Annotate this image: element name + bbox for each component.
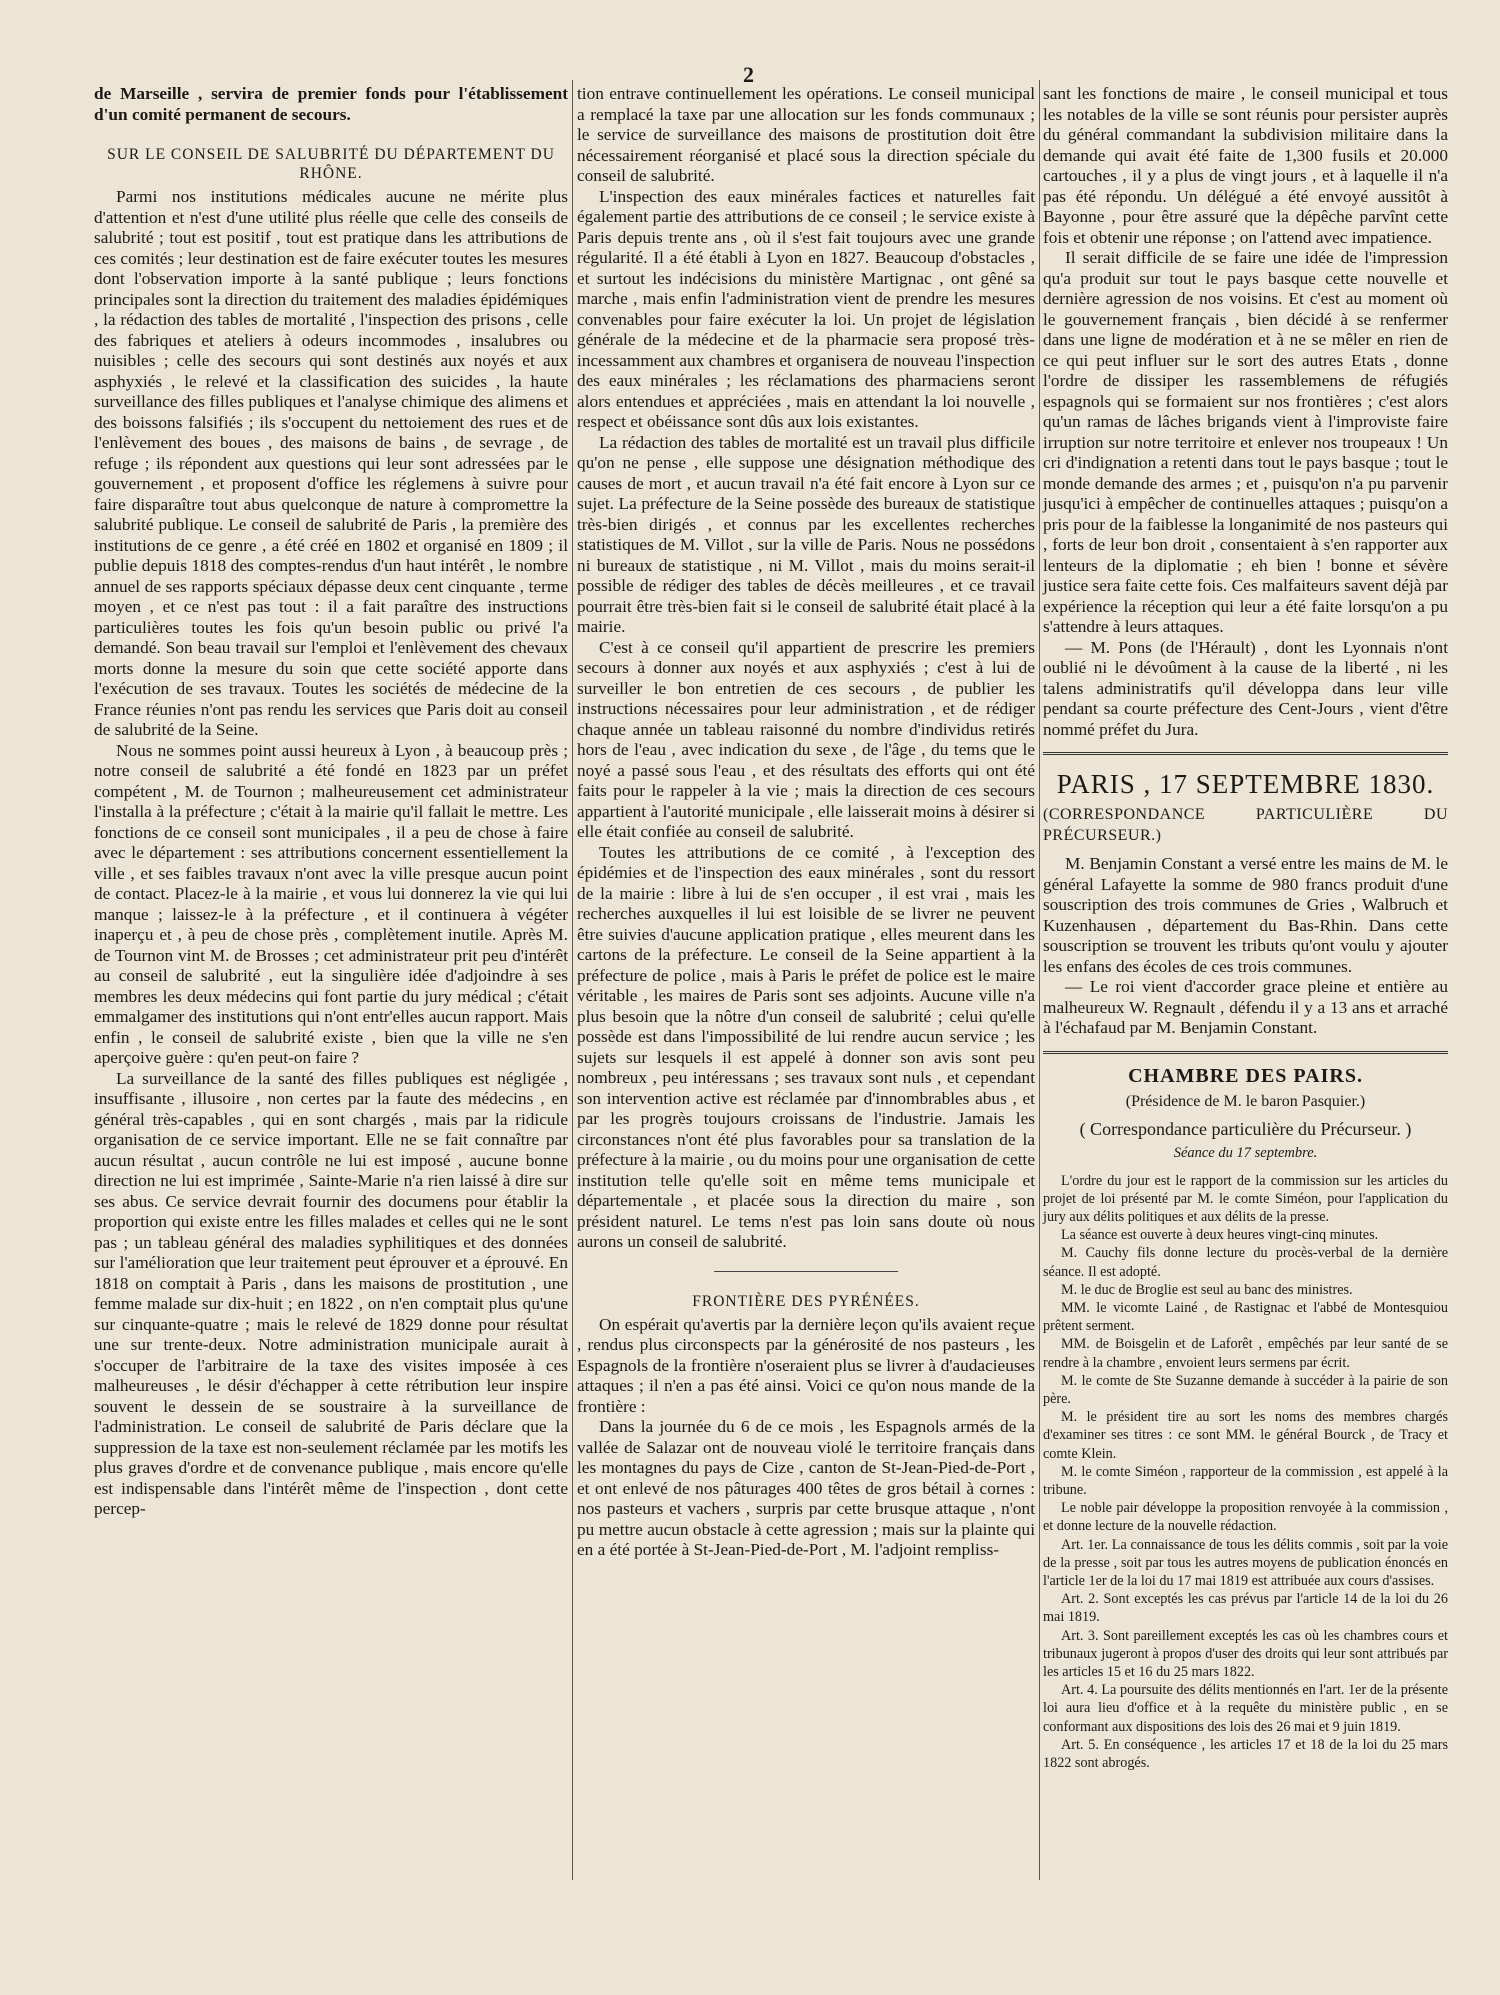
paragraph: Nous ne sommes point aussi heureux à Lyon , à beaucoup près ; notre conseil de salubrité a été fondé en 1823 par un préfet compétent , M. de Tournon ; malheureusement cet administrateur l'installa à la préfecture ; c'était à la mairie qu'il fallait le mettre. Les fonctions de ce conseil sont municipales , il a peu de chose à faire avec le département : ses attributions concernent essentiellement la ville , et ses faibles travaux n'ont avec la ville presque aucun point de contact. Placez-le à la mairie , et vous lui donnerez la vie qui lui manque ; laissez-le à la préfecture , et il continuera à végéter inaperçu et , à peu de chose près , complètement inutile. Après M. de Tournon vint M. de Brosses ; cet administrateur prit peu d'intérêt au conseil de salubrité , eut la singulière idée d'adjoindre à ses membres les deux médecins qui font partie du jury médical ; c'était emmalgamer des institutions qui n'ont entr'elles aucun rapport. Mais enfin , le conseil de salubrité existe , bien que la ville ne s'en aperçoive guère : qu'en peut-on faire ? [94,740,568,1067]
presidence-line: (Présidence de M. le baron Pasquier.) [1125,1093,1366,1110]
paragraph: Dans la journée du 6 de ce mois , les Espagnols armés de la vallée de Salazar ont de nouveau violé le territoire français dans les montagnes du pays de Cize , canton de St-Jean-Pied-de-Port , et ont enlevé de nos pâturages 400 têtes de gros bétail à cornes : nos pasteurs et vachers , surpris par cette brusque attaque , n'ont pu mettre aucun obstacle à cette agression ; mais sur la plainte qui en a été portée à St-Jean-Pied-de-Port , M. l'adjoint rempliss- [577,1417,1035,1559]
column-rule [572,80,573,1880]
seance-report [1043,1172,1448,1773]
column-rule [1039,80,1040,1880]
paragraph: M. Benjamin Constant a versé entre les mains de M. le général Lafayette la somme de 980 francs produit d'une souscription des trois communes de Gries , Walbruch et Kuzenhausen , département du Bas-Rhin. Dans cette souscription se trouvent les tributs qu'ont voulu y ajouter les enfans des écoles de ces trois communes. [1043,854,1448,976]
paragraph: sant les fonctions de maire , le conseil municipal et tous les notables de la ville se sont réunis pour persister auprès du général commandant la subdivision militaire dans la demande qui avait été faite de 1,300 fusils et 20.000 cartouches , il y a plus de vingt jours , et à laquelle il n'a pas été répondu. Un délégué a été envoyé aussitôt à Bayonne , pour être assuré que la dépêche parvînt cette fois et obtenir une réponse ; on l'attend avec impatience. [1043,84,1448,247]
paragraph: Parmi nos institutions médicales aucune ne mérite plus d'attention et n'est d'une utilité plus réelle que celle des conseils de salubrité ; tout est positif , tout est pratique dans les attributions de ces comités ; leur destination est de faire exécuter toutes les mesures dont l'observation importe à la santé publique ; leurs fonctions principales sont la direction du traitement des maladies épidémiques , la rédaction des tables de mortalité , l'inspection des prisons , celle des fabriques et ateliers à odeurs incommodes , insalubres ou nuisibles ; celle des secours qui sont destinés aux noyés et aux asphyxiés , le relevé et la classification des suicides , la haute surveillance des filles publiques et l'analyse chimique des alimens et des boissons falsifiés ; ils s'occupent du nettoiement des rues et de l'enlèvement des boues , des maisons de bains , de sevrage , de refuge ; ils répondent aux questions qui leur sont adressées par le gouvernement , et proposent d'office les réglemens à suivre pour faire disparaître tout abus quelconque de nature à compromettre la salubrité publique. Le conseil de salubrité de Paris , la première des institutions de ce genre , a été créé en 1802 et organisé en 1809 ; il publie depuis 1818 des comptes-rendus d'un haut intérêt , le nombre annuel de ses rapports spéciaux dépasse deux cent cinquante , terme moyen , et ce n'est pas tout : il a fait paraître des instructions particulières toutes les fois qu'un besoin public ou privé l'a demandé. Son beau travail sur l'emploi et l'enlèvement des chevaux morts donne la mesure du soin que cette société apporte dans l'exécution de ses travaux. Toutes les sociétés de médecine de la France réunies n'ont pas rendu les services que Paris doit au conseil de salubrité de la Seine. [94,187,568,739]
paragraph: Art. 3. Sont pareillement exceptés les cas où les chambres cours et tribunaux jugeront à propos d'user des droits qui leur sont attribués par les articles 15 et 16 du 25 mars 1822. [1043,1627,1448,1680]
paragraph: M. le président tire au sort les noms des membres chargés d'examiner ses titres : ce sont MM. le général Bourck , de Tracy et comte Klein. [1043,1409,1448,1462]
column-1 [94,84,568,1520]
separator [1043,752,1448,755]
correspondence-label: (CORRESPONDANCE PARTICULIÈRE DU PRÉCURSEUR.) [1043,806,1448,844]
paragraph: Toutes les attributions de ce comité , à l'exception des épidémies et de l'inspection des eaux minérales , sont du ressort de la mairie : libre à lui de s'en occuper , il est vrai , mais les recherches auxquelles il lui est loisible de se livrer ne peuvent être suivies d'aucune application pratique , elles meurent dans les cartons de la préfecture. Le conseil de la Seine appartient à la préfecture de police , mais à Paris le préfet de police est le maire véritable , les maires de Paris sont ses adjoints. Aucune ville n'a plus besoin que la nôtre d'un conseil de salubrité ; celui qu'elle possède est dans l'impossibilité de lui rendre aucun service ; les sujets sur lesquels il est appelé à donner son avis sont peu nombreux , peu intéressans ; ses travaux sont nuls , et cependant son intervention active est réclamée par d'innombrables abus , et par les progrès toujours croissans de l'industrie. Jamais les circonstances n'ont été plus favorables pour sa translation de la préfecture à la mairie , ou du moins pour une organisation de cette institution telle qu'elle soit en même tems municipale et départementale , et placée sous la direction du maire , son président naturel. Le tems n'est pas loin sans doute où nous aurons un conseil de salubrité. [577,842,1035,1251]
paragraph: Il serait difficile de se faire une idée de l'impression qu'a produit sur tout le pays basque cette nouvelle et dernière agression de nos voisins. Et c'est au moment où le gouvernement français , bien décidé à se renfermer dans une ligne de modération et à ne se mêler en rien de ce qui peut influer sur le sort des autres Etats , donne l'ordre de dissiper les rassemblemens de réfugiés espagnols qui se formaient sur nos frontières ; c'est alors qu'un ramas de lâches brigands vient à l'improviste faire irruption sur notre territoire et enlever nos troupeaux ! Un cri d'indignation a retenti dans tout le pays basque ; tout le monde demande des armes ; et , puisqu'on n'a pu parvenir jusqu'ici à empêcher de continuelles attaques ; puisqu'on a pris pour de la faiblesse la longanimité de nos pasteurs qui , forts de leur bon droit , consentaient à s'en rapporter aux lenteurs de la diplomatie ; eh bien ! bonne et sévère justice sera faite cette fois. Ces malfaiteurs savent déjà par expérience la réception qui leur a été faite lorsqu'on a pu s'attendre à leurs attaques. [1043,248,1448,636]
correspondence-label: ( Correspondance particulière du Précurseur. ) [1079,1118,1412,1139]
paragraph: La séance est ouverte à deux heures vingt-cinq minutes. [1061,1227,1379,1244]
section-title: FRONTIÈRE DES PYRÉNÉES. [692,1292,920,1310]
chamber-title: CHAMBRE DES PAIRS. [1128,1064,1363,1087]
paragraph: La rédaction des tables de mortalité est un travail plus difficile qu'on ne pense , elle suppose une désignation méthodique des causes de mort , et aucun travail n'a été fait encore à Lyon sur ce sujet. La préfecture de la Seine possède des bureaux de statistique très-bien dirigés , et connus par les excellentes recherches statistiques de M. Villot , sur la ville de Paris. Nous ne possédons ni bureaux de statistique , ni M. Villot , mais du moins serait-il possible de rédiger des tables de décès meilleures , et ce travail pourrait être très-bien fait si le conseil de salubrité était placé à la mairie. [577,432,1035,636]
paragraph: MM. de Boisgelin et de Laforêt , empêchés par leur santé de se rendre à la chambre , envoient leurs sermens par écrit. [1043,1336,1448,1371]
dateline: PARIS , 17 SEPTEMBRE 1830. [1056,769,1435,799]
paragraph: La surveillance de la santé des filles publiques est négligée , insuffisante , illusoire , non certes par la faute des médecins , en général très-capables , qui en sont chargés , mais par la ridicule organisation de ce service important. Elle ne se fait connaître par aucun résultat , aucun contrôle ne lui est imposé , aucune bonne direction ne lui est imprimée , Sainte-Marie n'a rien laissé à dire sur ses abus. Ce service devrait fournir des documens pour établir la proportion qui existe entre les filles malades et celles qui ne le sont pas ; un tableau général des maladies syphilitiques et des données sur l'amélioration que leur traitement peut éprouver et a éprouvé. En 1818 on comptait à Paris , dans les maisons de prostitution , une femme malade sur dix-huit ; en 1822 , on n'en comptait plus qu'une sur cinquante-quatre ; mais le relevé de 1829 donne pour résultat une sur trente-deux. Notre administration municipale aurait à s'occuper de l'arbitraire de la taxe des visites imposée à ces malheureuses , le désir d'échapper à cette rétribution leur inspire souvent le dessein de se soustraire à la surveillance de l'administration. Le conseil de salubrité de Paris déclare que la suppression de la taxe est non-seulement réclamée par les motifs les plus graves d'ordre et de convenance publique , mais encore qu'elle est indispensable dans l'intérêt même de l'inspection , dont cette percep- [94,1068,568,1518]
paragraph: Art. 1er. La connaissance de tous les délits commis , soit par la voie de la presse , soit par tous les autres moyens de publication énoncés en l'article 1er de la loi du 17 mai 1819 est attribuée aux cours d'assises. [1043,1536,1448,1589]
paragraph: M. le duc de Broglie est seul au banc des ministres. [1061,1281,1353,1298]
separator [1043,1051,1448,1054]
paragraph: — Le roi vient d'accorder grace pleine et entière au malheureux W. Regnault , défendu il y a 13 ans et arraché à l'échafaud par M. Benjamin Constant. [1043,977,1448,1037]
lead-paragraph: de Marseille , servira de premier fonds pour l'établissement d'un comité permanent de secours. [94,84,568,124]
paragraph: Le noble pair développe la proposition renvoyée à la commission , et donne lecture de la nouvelle rédaction. [1043,1500,1448,1535]
paragraph: Art. 2. Sont exceptés les cas prévus par l'article 14 de la loi du 26 mai 1819. [1043,1591,1448,1626]
section-title: SUR LE CONSEIL DE SALUBRITÉ DU DÉPARTEMENT DU RHÔNE. [107,146,555,182]
seance-date: Séance du 17 septembre. [1173,1145,1318,1161]
paragraph: tion entrave continuellement les opérations. Le conseil municipal a remplacé la taxe par une allocation sur les fonds communaux ; le service de surveillance des maisons de prostitution doit être nécessairement réorganisé et placé sous la direction spéciale du conseil de salubrité. [577,84,1035,185]
paragraph: — M. Pons (de l'Hérault) , dont les Lyonnais n'ont oublié ni le dévoûment à la cause de la liberté , ni les talens administratifs qu'il développa dans leur ville pendant sa courte préfecture des Cent-Jours , vient d'être nommé préfet du Jura. [1043,637,1448,739]
paragraph: Art. 4. La poursuite des délits mentionnés en l'art. 1er de la présente loi aura lieu d'office et à la requête du ministère public , en se conformant aux dispositions des lois des 26 mai et 9 juin 1819. [1043,1682,1448,1735]
column-2 [577,84,1035,1561]
paragraph: L'inspection des eaux minérales factices et naturelles fait également partie des attributions de ce conseil ; le service existe à Paris depuis trente ans , où il s'est fait toujours avec une grande régularité. Il a été établi à Lyon en 1827. Beaucoup d'obstacles , et surtout les indécisions du ministère Martignac , ont gêné sa marche , mais enfin l'administration vient de prendre les mesures convenables pour faire exécuter la loi. Un projet de législation générale de la médecine et de la pharmacie sera proposé très-incessamment aux chambres et organisera de nouveau l'inspection des eaux minérales ; les réclamations des pharmaciens seront alors entendues et appréciées , mais en attendant la loi nouvelle , respect et obéissance sont dûs aux lois existantes. [577,186,1035,431]
separator [714,1271,897,1272]
paragraph: MM. le vicomte Lainé , de Rastignac et l'abbé de Montesquiou prêtent serment. [1043,1299,1448,1335]
paragraph: On espérait qu'avertis par la dernière leçon qu'ils avaient reçue , rendus plus circonspects par la générosité de nos pasteurs , les Espagnols de la frontière n'oseraient plus se livrer à d'audacieuses attaques ; il n'en a pas été ainsi. Voici ce qu'on nous mande de la frontière : [577,1314,1035,1416]
column-3 [1043,84,1448,1772]
paragraph: M. le comte Siméon , rapporteur de la commission , est appelé à la tribune. [1043,1463,1448,1498]
paragraph: Art. 5. En conséquence , les articles 17 et 18 de la loi du 25 mars 1822 sont abrogés. [1043,1736,1448,1771]
paragraph: C'est à ce conseil qu'il appartient de prescrire les premiers secours à donner aux noyés et aux asphyxiés ; c'est à lui de surveiller le bon entretien de ces secours , de publier les instructions nécessaires pour leur administration , et de rédiger chaque année un tableau raisonné du nombre d'individus retirés hors de l'eau , avec indication du sexe , de l'âge , du tems que le noyé a passé sous l'eau , et des résultats des efforts qui ont été faits pour le rappeler à la vie ; mais la direction de ces secours appartient à l'autorité municipale , elle laisserait moins à désirer si elle était confiée au conseil de salubrité. [577,637,1035,841]
paragraph: M. Cauchy fils donne lecture du procès-verbal de la dernière séance. Il est adopté. [1043,1245,1448,1280]
paragraph: L'ordre du jour est le rapport de la commission sur les articles du projet de loi présenté par M. le comte Siméon, pour l'application du jury aux délits politiques et aux délits de la presse. [1043,1172,1448,1225]
paragraph: M. le comte de Ste Suzanne demande à succéder à la pairie de son père. [1043,1372,1448,1407]
page-number: 2 [743,62,754,87]
